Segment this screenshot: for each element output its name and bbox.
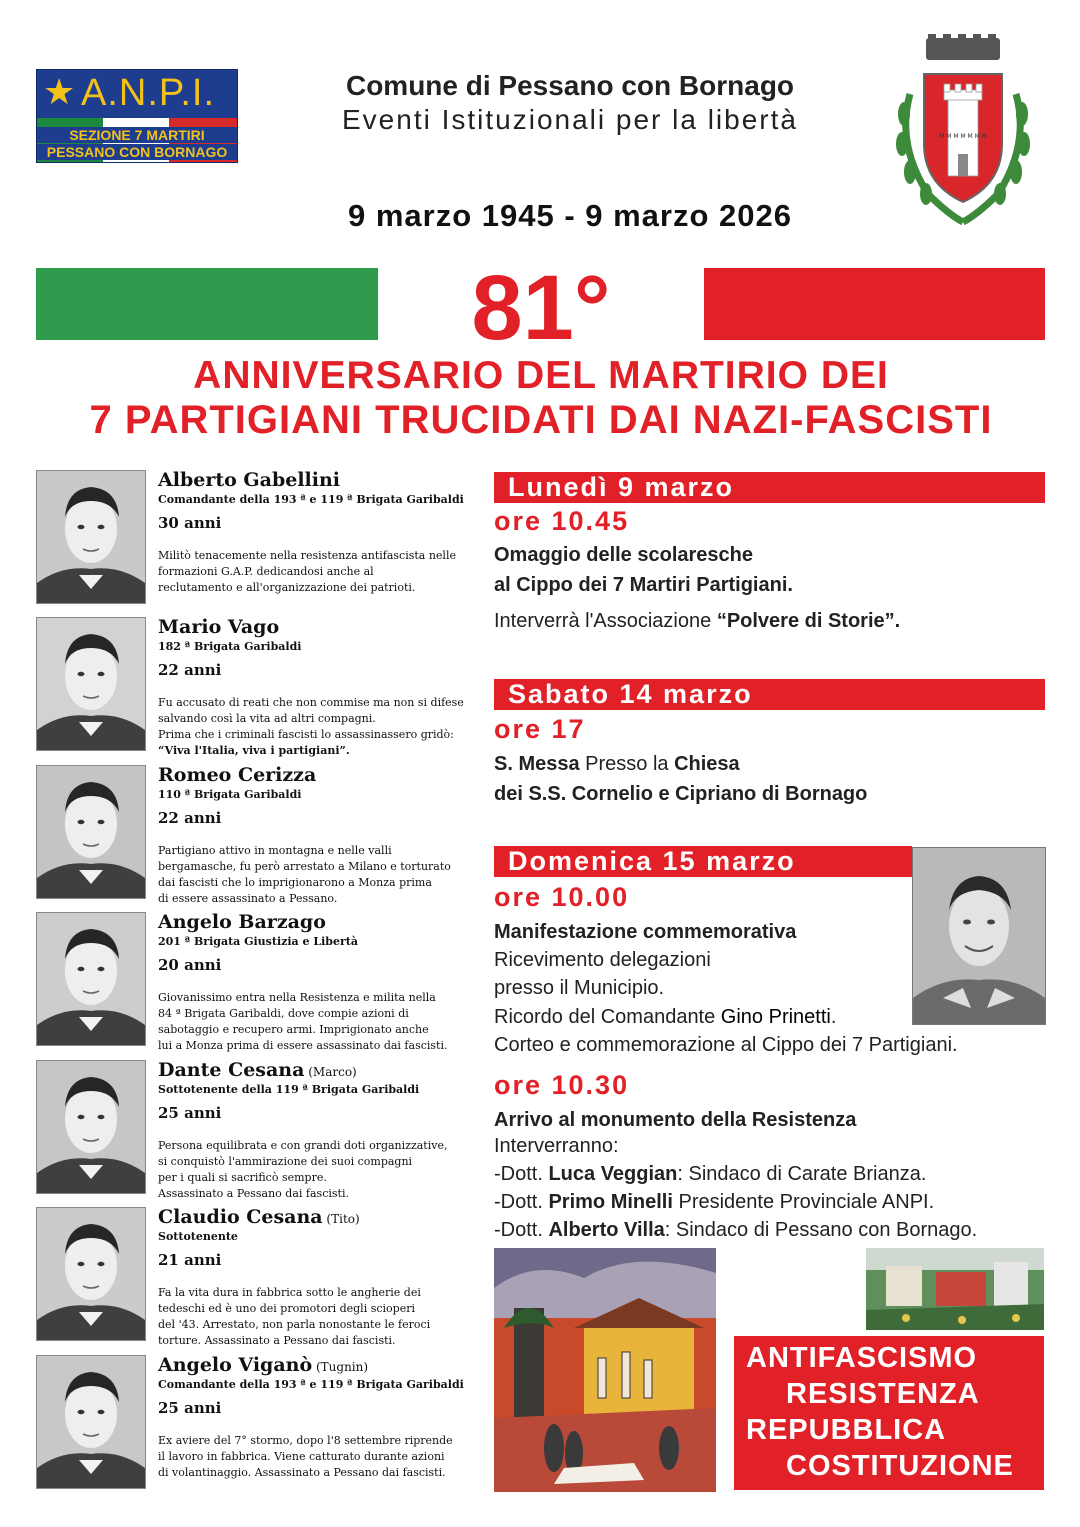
- martyr-photo: [36, 912, 146, 1046]
- martyr-nickname: (Tugnin): [312, 1360, 369, 1374]
- event-line: S. Messa Presso la Chiesa: [494, 753, 740, 775]
- martyr-nickname: (Marco): [304, 1065, 357, 1079]
- prinetti-photo: [912, 847, 1046, 1025]
- event-line: Interverranno:: [494, 1135, 619, 1157]
- martyr-bio-line: Persona equilibrata e con grandi doti organizzative,: [158, 1139, 448, 1152]
- martyr-bio-line: Prima che i criminali fascisti lo assassinassero gridò:: [158, 728, 454, 741]
- event-line: presso il Municipio.: [494, 977, 665, 999]
- event-line: Ricevimento delegazioni: [494, 949, 711, 971]
- martyr-bio-line: bergamasche, fu però arrestato a Milano e torturato: [158, 860, 451, 873]
- martyr-age: 22 anni: [158, 809, 222, 827]
- martyr-photo: [36, 1207, 146, 1341]
- anpi-logo: [36, 69, 238, 163]
- martyr-bio-line: dai fascisti che lo imprigionarono a Monza prima: [158, 876, 432, 889]
- martyr-role: 201 ª Brigata Giustizia e Libertà: [158, 935, 358, 948]
- day-bar-monday: Lunedì 9 marzo: [494, 472, 1045, 503]
- anniversary-heading-line1: ANNIVERSARIO DEL MARTIRIO DEI: [193, 354, 889, 397]
- martyr-bio: [158, 548, 474, 596]
- values-box: [734, 1336, 1044, 1490]
- event-line: Corteo e commemorazione al Cippo dei 7 Partigiani.: [494, 1034, 958, 1056]
- martyr-bio: [158, 843, 474, 907]
- event-line: al Cippo dei 7 Martiri Partigiani.: [494, 574, 793, 596]
- martyr-bio-line: Ex aviere del 7° stormo, dopo l'8 settembre riprende: [158, 1434, 453, 1447]
- flag-bar-green: [36, 268, 378, 340]
- martyr-bio-line: Assassinato a Pessano dai fascisti.: [158, 1187, 349, 1200]
- event-time: ore 17: [494, 714, 586, 744]
- martyr-bio-line: Giovanissimo entra nella Resistenza e milita nella: [158, 991, 436, 1004]
- speaker-line: -Dott. Luca Veggian: Sindaco di Carate Brianza.: [494, 1163, 927, 1185]
- martyr-name: Alberto Gabellini: [158, 469, 341, 491]
- martyr-bio: [158, 1285, 474, 1349]
- martyr-name: Romeo Cerizza: [158, 764, 317, 786]
- event-time: ore 10.00: [494, 882, 630, 912]
- day-bar-sunday: Domenica 15 marzo: [494, 846, 912, 877]
- martyr-bio-line: salvando così la vita ad altri compagni.: [158, 712, 376, 725]
- martyr-bio-line: del '43. Arrestato, non parla nonostante le feroci: [158, 1318, 431, 1331]
- martyr-bio-line: il lavoro in fabbrica. Viene catturato durante azioni: [158, 1450, 445, 1463]
- partisans-painting: [494, 1248, 716, 1492]
- martyr-age: 21 anni: [158, 1251, 222, 1269]
- coat-of-arms-text: M M M M M M M: [939, 133, 987, 140]
- martyr-photo: [36, 470, 146, 604]
- page-subtitle: Eventi Istituzionali per la libertà: [342, 104, 798, 135]
- martyr-bio-line: per i quali si sacrificò sempre.: [158, 1171, 327, 1184]
- martyr-role: Sottotenente: [158, 1230, 238, 1243]
- martyr-name: Angelo Barzago: [158, 911, 326, 933]
- martyr-bio-line: di essere assassinato a Pessano.: [158, 892, 338, 905]
- martyr-role: 182 ª Brigata Garibaldi: [158, 640, 302, 653]
- martyr-bio-line: sabotaggio e recupero armi. Imprigionato anche: [158, 1023, 429, 1036]
- martyr-photo: [36, 617, 146, 751]
- martyr-bio: [158, 1433, 474, 1481]
- martyr-age: 30 anni: [158, 514, 222, 532]
- day-bar-saturday: Sabato 14 marzo: [494, 679, 1045, 710]
- anpi-logo-name: A.N.P.I.: [81, 72, 216, 114]
- martyr-age: 25 anni: [158, 1104, 222, 1122]
- anniversary-number: 81°: [471, 257, 611, 359]
- martyr-bio-line: “Viva l'Italia, viva i partigiani”.: [158, 744, 350, 757]
- martyr-bio: [158, 1138, 474, 1202]
- speaker-line: -Dott. Primo Minelli Presidente Provinciale ANPI.: [494, 1191, 935, 1213]
- event-line: dei S.S. Cornelio e Cipriano di Bornago: [494, 783, 868, 805]
- value-item: COSTITUZIONE: [786, 1450, 1014, 1482]
- event-time: ore 10.45: [494, 506, 630, 536]
- anpi-logo-line1: SEZIONE 7 MARTIRI: [37, 127, 237, 143]
- martyr-bio-line: lui a Monza prima di essere assassinato dai fascisti.: [158, 1039, 448, 1052]
- martyr-age: 22 anni: [158, 661, 222, 679]
- value-item: REPUBBLICA: [746, 1414, 947, 1446]
- martyr-bio-line: di volantinaggio. Assassinato a Pessano dai fascisti.: [158, 1466, 446, 1479]
- event-time: ore 10.30: [494, 1070, 630, 1100]
- martyr-photo: [36, 1355, 146, 1489]
- star-icon: ★: [43, 72, 76, 113]
- martyr-bio-line: tedeschi ed è uno dei promotori degli scioperi: [158, 1302, 415, 1315]
- coat-of-arms-icon: [888, 34, 1038, 230]
- event-line: Ricordo del Comandante Gino Prinetti.: [494, 1006, 837, 1028]
- mural-image: [866, 1248, 1044, 1330]
- event-line: Arrivo al monumento della Resistenza: [494, 1109, 857, 1131]
- martyr-name: Claudio Cesana (Tito): [158, 1206, 360, 1228]
- martyr-role: Comandante della 193 ª e 119 ª Brigata Garibaldi: [158, 1378, 464, 1391]
- martyr-bio: [158, 990, 474, 1054]
- martyr-photo: [36, 1060, 146, 1194]
- martyr-bio-line: torture. Assassinato a Pessano dai fascisti.: [158, 1334, 396, 1347]
- martyr-bio-line: 84 ª Brigata Garibaldi, dove compie azioni di: [158, 1007, 409, 1020]
- value-item: RESISTENZA: [786, 1378, 980, 1410]
- flag-bar-red: [704, 268, 1045, 340]
- martyr-age: 20 anni: [158, 956, 222, 974]
- anniversary-dates: 9 marzo 1945 - 9 marzo 2026: [347, 198, 793, 233]
- martyr-nickname: (Tito): [322, 1212, 360, 1226]
- martyr-age: 25 anni: [158, 1399, 222, 1417]
- martyr-bio-line: reclutamento e all'organizzazione dei patrioti.: [158, 581, 416, 594]
- event-line: Interverrà l'Associazione “Polvere di Storie”.: [494, 610, 901, 632]
- page-title: Comune di Pessano con Bornago: [345, 70, 795, 101]
- event-line: Omaggio delle scolaresche: [494, 544, 753, 566]
- martyr-bio-line: Militò tenacemente nella resistenza antifascista nelle: [158, 549, 456, 562]
- martyr-bio-line: Fu accusato di reati che non commise ma non si difese: [158, 696, 464, 709]
- martyr-role: Sottotenente della 119 ª Brigata Garibaldi: [158, 1083, 420, 1096]
- martyr-role: 110 ª Brigata Garibaldi: [158, 788, 302, 801]
- anpi-logo-line2: PESSANO CON BORNAGO: [37, 144, 237, 160]
- martyr-bio-line: formazioni G.A.P. dedicandosi anche al: [158, 565, 374, 578]
- martyr-bio-line: Fa la vita dura in fabbrica sotto le angherie dei: [158, 1286, 421, 1299]
- martyr-name: Mario Vago: [158, 616, 280, 638]
- martyr-bio-line: si conquistò l'ammirazione dei suoi compagni: [158, 1155, 413, 1168]
- martyr-bio: [158, 695, 474, 759]
- martyr-name: Angelo Viganò (Tugnin): [158, 1354, 369, 1376]
- anniversary-heading-line2: 7 PARTIGIANI TRUCIDATI DAI NAZI-FASCISTI: [89, 398, 993, 442]
- martyr-bio-line: Partigiano attivo in montagna e nelle valli: [158, 844, 392, 857]
- martyr-role: Comandante della 193 ª e 119 ª Brigata Garibaldi: [158, 493, 464, 506]
- speaker-line: -Dott. Alberto Villa: Sindaco di Pessano con Bornago.: [494, 1219, 978, 1241]
- event-line: Manifestazione commemorativa: [494, 921, 797, 943]
- martyr-name: Dante Cesana (Marco): [158, 1059, 357, 1081]
- value-item: ANTIFASCISMO: [746, 1342, 978, 1374]
- martyr-photo: [36, 765, 146, 899]
